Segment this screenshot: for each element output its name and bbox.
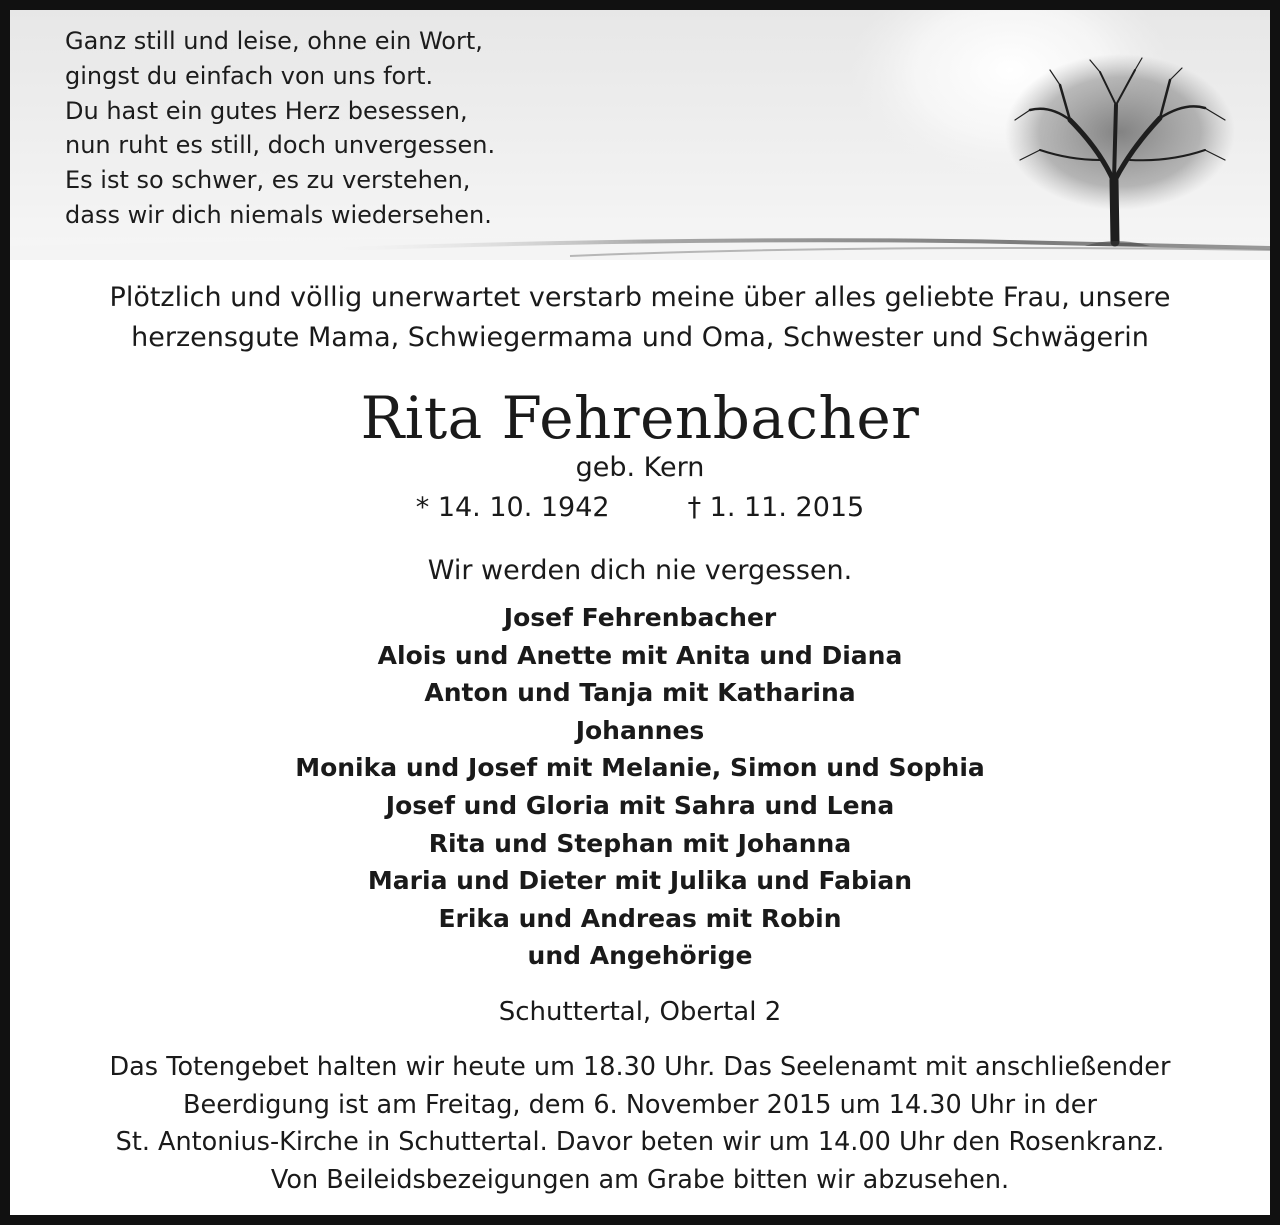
deceased-name: Rita Fehrenbacher bbox=[360, 384, 920, 452]
notice-line: St. Antonius-Kirche in Schuttertal. Davor beten wir um 14.00 Uhr den Rosenkranz. bbox=[115, 1127, 1165, 1158]
poem-line: Du hast ein gutes Herz besessen, bbox=[65, 96, 468, 125]
poem-line: gingst du einfach von uns fort. bbox=[65, 61, 434, 90]
family-member: Josef Fehrenbacher bbox=[503, 603, 777, 632]
notice-line: Von Beileidsbezeigungen am Grabe bitten wir abzusehen. bbox=[270, 1164, 1010, 1195]
intro-line: herzensgute Mama, Schwiegermama und Oma, Schwester und Schwägerin bbox=[131, 322, 1149, 353]
family-member: Rita und Stephan mit Johanna bbox=[428, 828, 852, 858]
life-dates bbox=[10, 488, 1270, 528]
birth-date: * 14. 10. 1942 bbox=[415, 492, 610, 523]
family-member: und Angehörige bbox=[527, 941, 753, 971]
address: Schuttertal, Obertal 2 bbox=[498, 997, 782, 1027]
family-member: Anton und Tanja mit Katharina bbox=[424, 678, 856, 708]
family-member: Alois und Anette mit Anita und Diana bbox=[377, 640, 903, 670]
family-member: Erika und Andreas mit Robin bbox=[438, 903, 842, 933]
intro-line: Plötzlich und völlig unerwartet verstarb meine über alles geliebte Frau, unsere bbox=[109, 282, 1171, 313]
intro-text bbox=[10, 278, 1270, 358]
poem-line: dass wir dich niemals wiedersehen. bbox=[65, 200, 492, 229]
family-member: Monika und Josef mit Melanie, Simon und Sophia bbox=[295, 753, 985, 783]
birth-name: geb. Kern bbox=[575, 452, 705, 483]
family-member: Johannes bbox=[575, 715, 705, 745]
family-member: Josef und Gloria mit Sahra und Lena bbox=[385, 790, 895, 820]
death-date: † 1. 11. 2015 bbox=[687, 492, 865, 523]
poem-line: Es ist so schwer, es zu verstehen, bbox=[65, 166, 471, 195]
family-member: Maria und Dieter mit Julika und Fabian bbox=[367, 866, 913, 896]
header-banner bbox=[10, 10, 1270, 260]
family-list bbox=[10, 599, 1270, 975]
poem bbox=[65, 24, 495, 233]
poem-line: Ganz still und leise, ohne ein Wort, bbox=[65, 27, 483, 55]
notice-line: Beerdigung ist am Freitag, dem 6. November 2015 um 14.30 Uhr in der bbox=[183, 1089, 1097, 1120]
poem-line: nun ruht es still, doch unvergessen. bbox=[65, 131, 496, 160]
remembrance-line: Wir werden dich nie vergessen. bbox=[427, 555, 853, 586]
service-notice bbox=[10, 1049, 1270, 1199]
notice-line: Das Totengebet halten wir heute um 18.30 Uhr. Das Seelenamt mit anschließender bbox=[109, 1052, 1171, 1082]
